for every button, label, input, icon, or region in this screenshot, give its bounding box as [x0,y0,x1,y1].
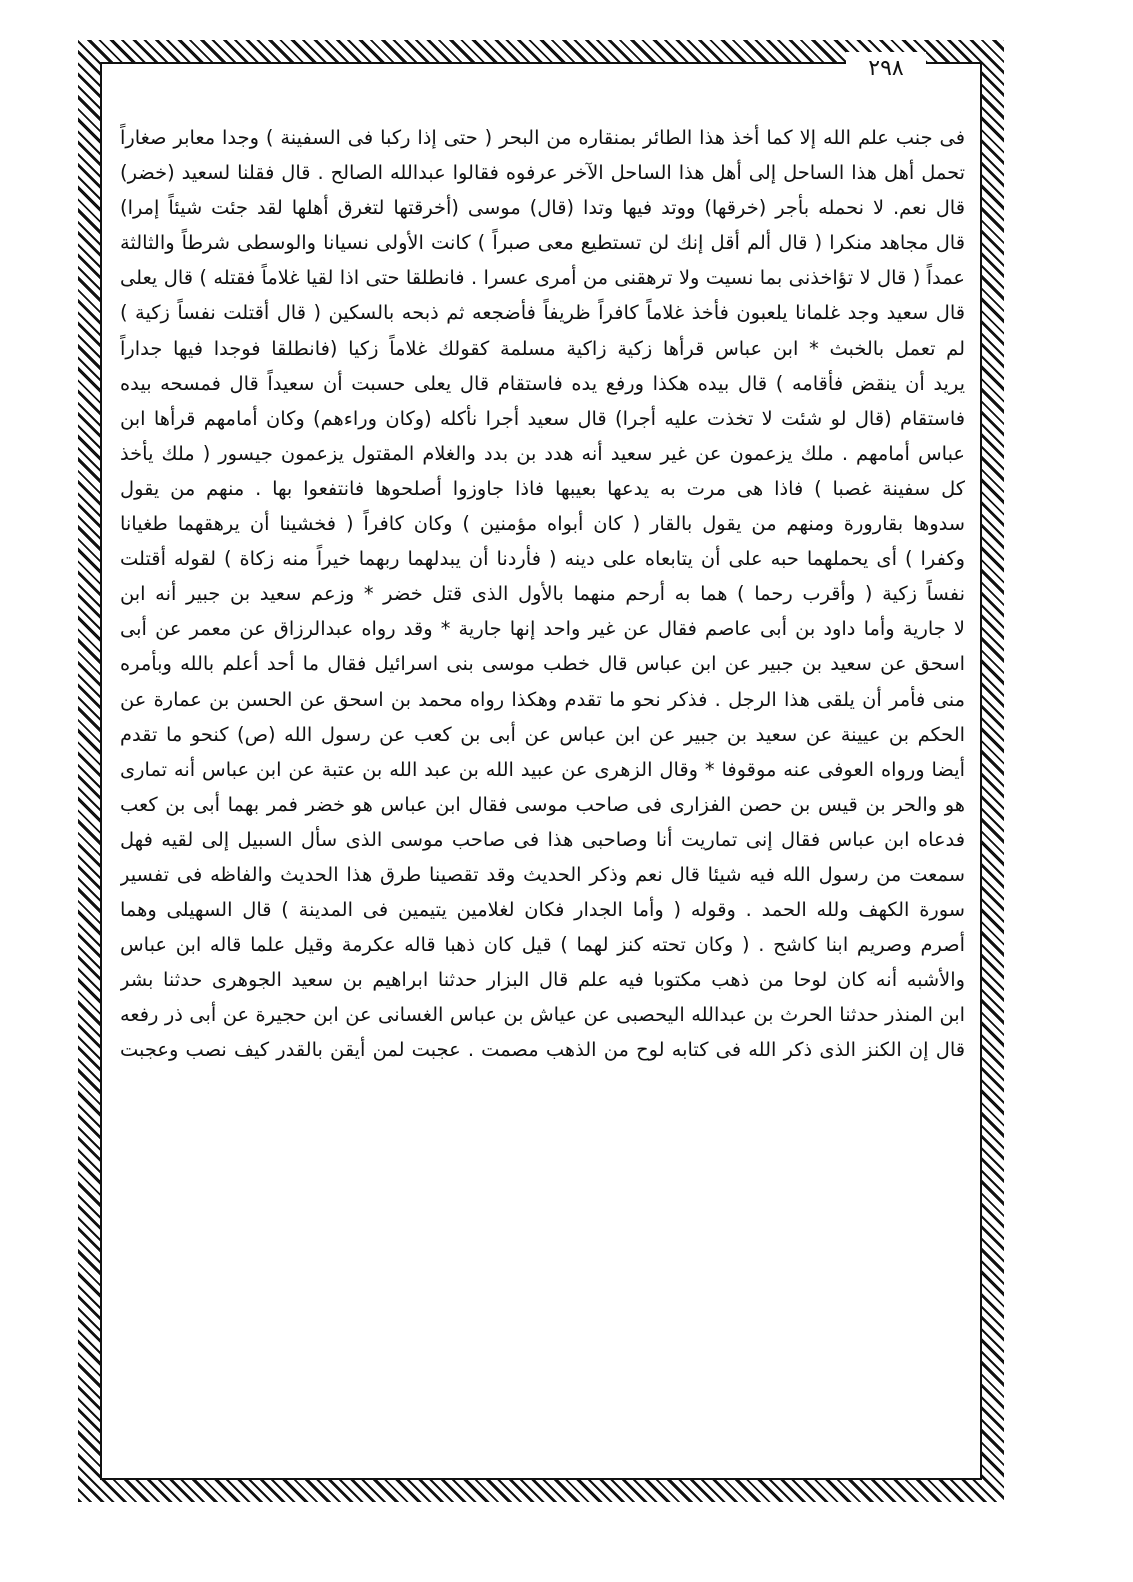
text-line: والأشبه أنه كان لوحا من ذهب مكتوبا فيه علم قال البزار حدثنا ابراهيم بن سعيد الجوهرى حدثنا بشر [120,968,965,992]
text-line: قال إن الكنز الذى ذكر الله فى كتابه لوح من الذهب مصمت . عجبت لمن أيقن بالقدر كيف نصب وعجبت [120,1038,965,1062]
text-line: فى جنب علم الله إلا كما أخذ هذا الطائر بمنقاره من البحر ( حتى إذا ركبا فى السفينة ) وجدا معابر صغاراً [120,126,965,149]
text-line: الحكم بن عيينة عن سعيد بن جبير عن ابن عباس عن أبى بن كعب عن رسول الله (ص) كنحو ما تقدم [120,722,965,746]
text-line: هو والحر بن قيس بن حصن الفزارى فى صاحب موسى فقال ابن عباس هو خضر فمر بهما أبى بن كعب [120,792,965,816]
text-line: اسحق عن سعيد بن جبير عن ابن عباس قال خطب موسى بنى اسرائيل فقال ما أحد أعلم بالله وبأمره [120,652,965,676]
text-line: قال سعيد وجد غلمانا يلعبون فأخذ غلاماً كافراً ظريفاً فأضجعه ثم ذبحه بالسكين ( قال أقتلت نفساً زكية ) [120,301,965,325]
page-text [120,120,965,1470]
text-line: ابن المنذر حدثنا الحرث بن عبدالله اليحصبى عن عياش بن عباس الغسانى عن ابن حجيرة عن أبى ذر رفعه [120,1003,965,1027]
page-number: ٢٩٨ [846,52,926,86]
text-line: نفساً زكية ( وأقرب رحما ) هما به أرحم منهما بالأول الذى قتل خضر * وزعم سعيد بن جبير أنه ابن [120,582,965,606]
text-line: قال نعم. لا نحمله بأجر (خرقها) ووتد فيها وتدا (قال) موسى (أخرقتها لتغرق أهلها لقد جئت شيئاً إمرا) [120,196,965,220]
text-line: تحمل أهل هذا الساحل إلى أهل هذا الساحل الآخر عرفوه فقالوا عبدالله الصالح . قال فقلنا لسعيد (خضر) [120,161,965,185]
text-line: لا جارية وأما داود بن أبى عاصم فقال عن غير واحد إنها جارية * وقد رواه عبدالرزاق عن معمر عن أبى [120,617,965,641]
text-line: قال مجاهد منكرا ( قال ألم أقل إنك لن تستطيع معى صبراً ) كانت الأولى نسيانا والوسطى شرطاً والثالثة [120,231,965,255]
text-line: سمعت من رسول الله فيه شيئا قال نعم وذكر الحديث وقد تقصينا طرق هذا الحديث والفاظه فى تفسير [120,862,965,886]
text-line: عمداً ( قال لا تؤاخذنى بما نسيت ولا ترهقنى من أمرى عسرا . فانطلقا حتى اذا لقيا غلاماً فقتله ) قال يعلى [120,266,965,290]
text-line: أصرم وصريم ابنا كاشح . ( وكان تحته كنز لهما ) قيل كان ذهبا قاله عكرمة وقيل علما قاله ابن عباس [120,933,965,957]
text-line: منى فأمر أن يلقى هذا الرجل . فذكر نحو ما تقدم وهكذا رواه محمد بن اسحق عن الحسن بن عمارة عن [120,687,965,711]
text-line: سدوها بقارورة ومنهم من يقول بالقار ( كان أبواه مؤمنين ) وكان كافراً ( فخشينا أن يرهقهما طغيانا [120,512,965,536]
text-line: فدعاه ابن عباس فقال إنى تماريت أنا وصاحبى هذا فى صاحب موسى الذى سأل السبيل إلى لقيه فهل [120,827,965,851]
text-line: وكفرا ) أى يحملهما حبه على أن يتابعاه على دينه ( فأردنا أن يبدلهما ربهما خيراً منه زكاة ) لقوله أقتلت [120,547,965,571]
text-line: لم تعمل بالخبث * ابن عباس قرأها زكية زاكية مسلمة كقولك غلاماً زكيا (فانطلقا فوجدا فيها جداراً [120,336,965,360]
text-line: يريد أن ينقض فأقامه ) قال بيده هكذا ورفع يده فاستقام قال يعلى حسبت أن سعيداً قال فمسحه بيده [120,371,965,395]
text-line: كل سفينة غصبا ) فاذا هى مرت به يدعها بعيبها فاذا جاوزوا أصلحوها فانتفعوا بها . منهم من يقول [120,476,965,500]
text-line: سورة الكهف ولله الحمد . وقوله ( وأما الجدار فكان لغلامين يتيمين فى المدينة ) قال السهيلى وهما [120,898,965,922]
text-line: فاستقام (قال لو شئت لا تخذت عليه أجرا) قال سعيد أجرا نأكله (وكان وراءهم) وكان أمامهم قرأها ابن [120,406,965,430]
text-line: أيضا ورواه العوفى عنه موقوفا * وقال الزهرى عن عبيد الله بن عبد الله بن عتبة عن ابن عباس أنه تمارى [120,757,965,781]
text-line: عباس أمامهم . ملك يزعمون عن غير سعيد أنه هدد بن بدد والغلام المقتول يزعمون جيسور ( ملك يأخذ [120,441,965,465]
